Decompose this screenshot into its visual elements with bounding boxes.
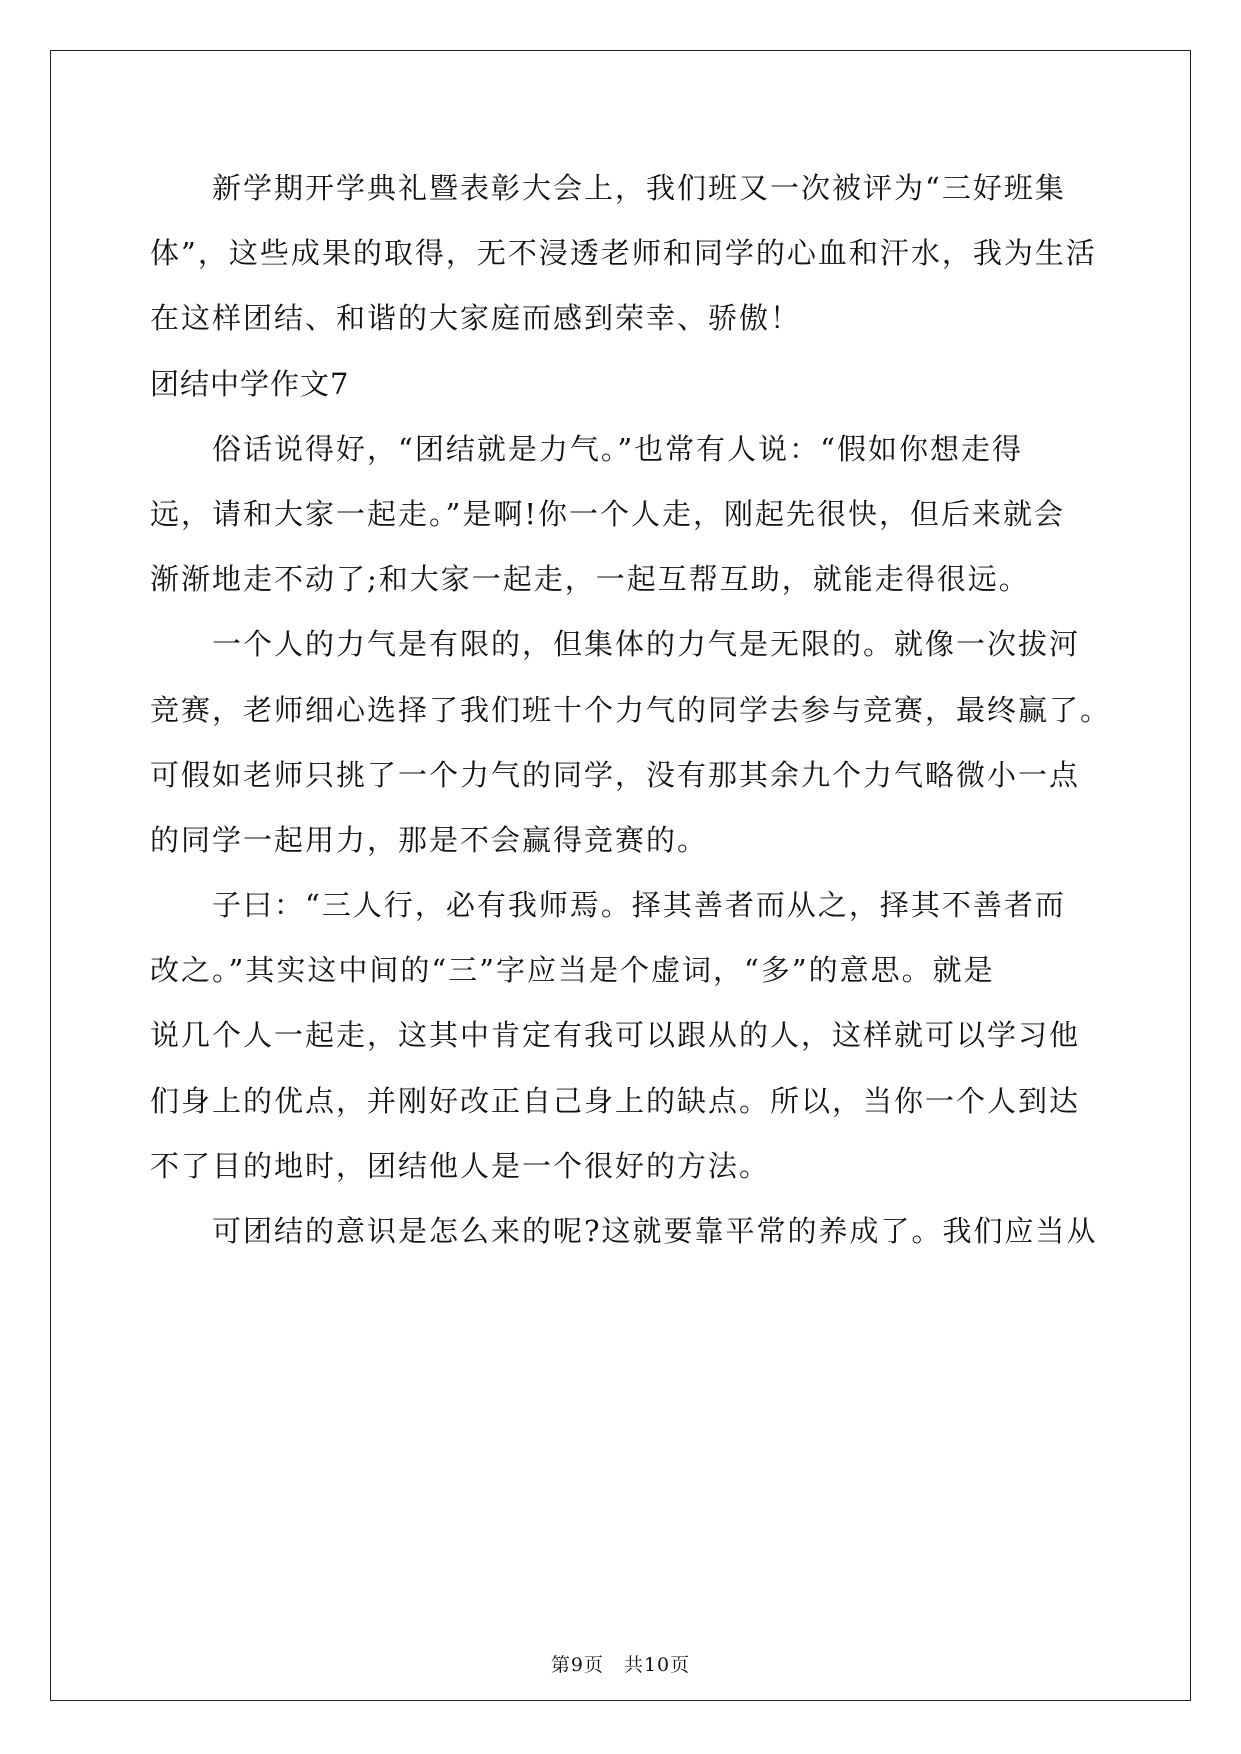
page-footer xyxy=(0,1650,1241,1677)
paragraph-line: 的同学一起用力，那是不会赢得竞赛的。 xyxy=(150,822,709,857)
paragraph-line: 新学期开学典礼暨表彰大会上，我们班又一次被评为“三好班集 xyxy=(212,171,1066,205)
document-body xyxy=(150,156,1110,1264)
paragraph-line: 不了目的地时，团结他人是一个很好的方法。 xyxy=(150,1148,771,1183)
paragraph-line: 俗话说得好，“团结就是力气。”也常有人说：“假如你想走得 xyxy=(212,431,1023,466)
paragraph-line: 改之。”其实这中间的“三”字应当是个虚词，“多”的意思。就是 xyxy=(150,953,995,988)
paragraph-line: 说几个人一起走，这其中肯定有我可以跟从的人，这样就可以学习他 xyxy=(150,1018,1081,1053)
paragraph-line: 体”，这些成果的取得，无不浸透老师和同学的心血和汗水，我为生活 xyxy=(150,236,1097,271)
paragraph-line: 们身上的优点，并刚好改正自己身上的缺点。所以，当你一个人到达 xyxy=(150,1083,1081,1118)
paragraph-line: 竞赛，老师细心选择了我们班十个力气的同学去参与竞赛，最终赢了。 xyxy=(150,692,1112,727)
paragraph-line: 渐渐地走不动了;和大家一起走，一起互帮互助，就能走得很远。 xyxy=(150,562,1030,597)
paragraph-line: 在这样团结、和谐的大家庭而感到荣幸、骄傲！ xyxy=(150,301,802,336)
page-number: 第9页 共10页 xyxy=(550,1654,691,1676)
paragraph-line: 子曰：“三人行，必有我师焉。择其善者而从之，择其不善者而 xyxy=(212,888,1066,923)
paragraph-line: 可团结的意识是怎么来的呢?这就要靠平常的养成了。我们应当从 xyxy=(212,1214,1098,1248)
section-heading: 团结中学作文7 xyxy=(150,366,350,401)
paragraph-line: 一个人的力气是有限的，但集体的力气是无限的。就像一次拔河 xyxy=(212,627,1081,662)
paragraph-line: 可假如老师只挑了一个力气的同学，没有那其余九个力气略微小一点 xyxy=(150,757,1081,792)
paragraph-line: 远，请和大家一起走。”是啊!你一个人走，刚起先很快，但后来就会 xyxy=(150,496,1065,531)
